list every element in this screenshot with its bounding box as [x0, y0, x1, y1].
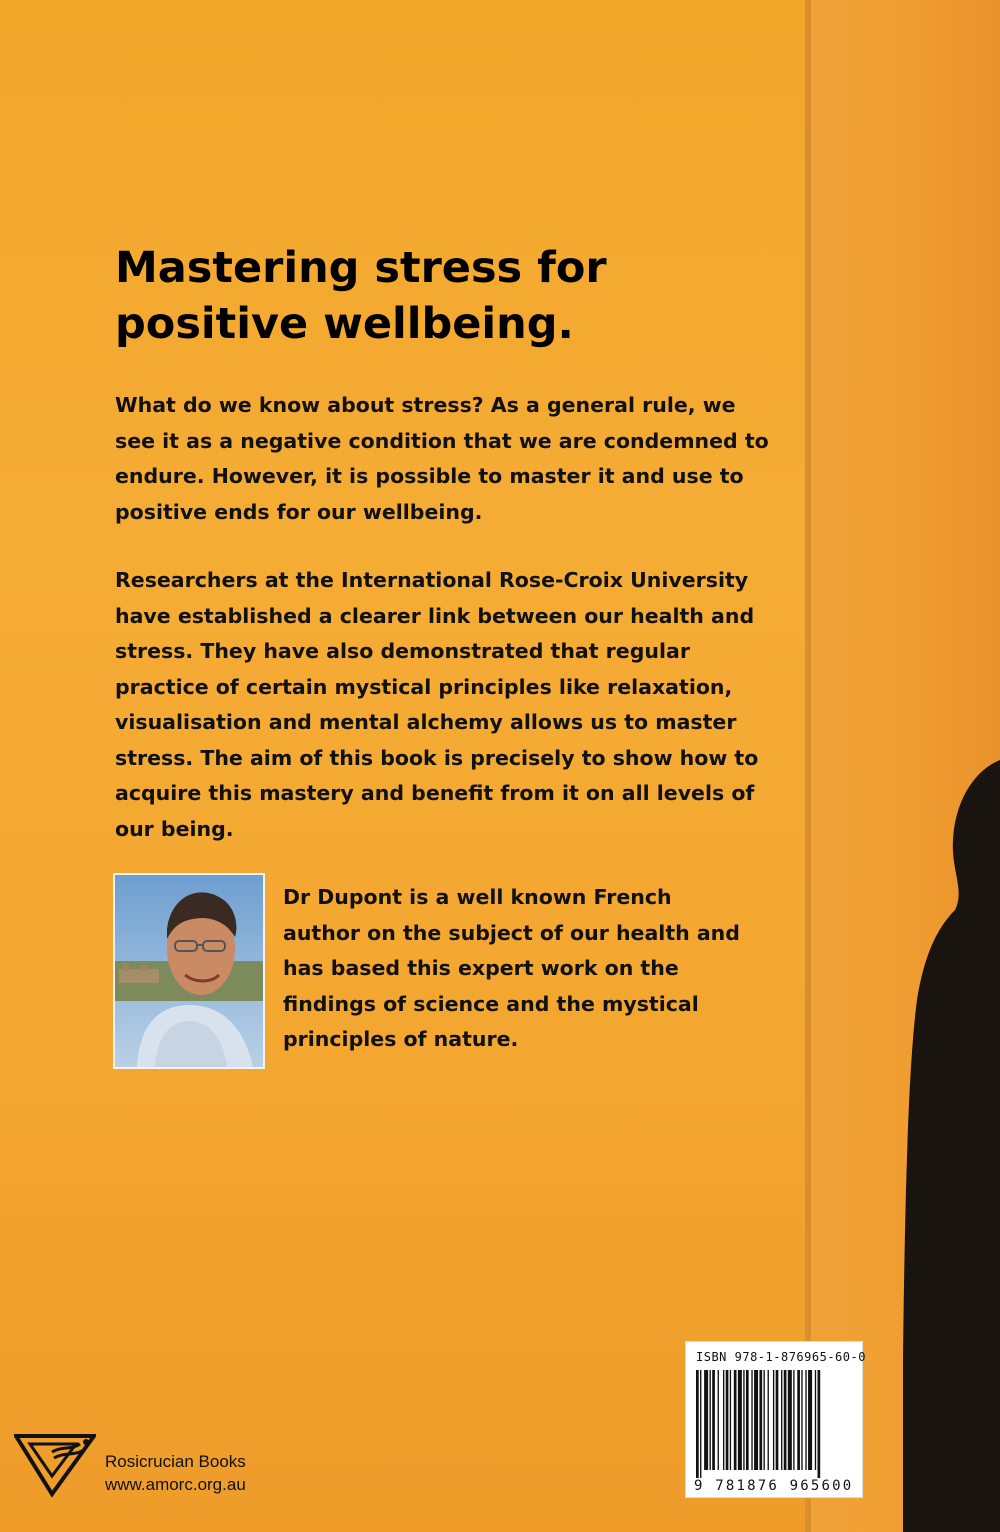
barcode-bar [710, 1370, 711, 1470]
barcode-bar [726, 1370, 729, 1470]
barcode-bar [730, 1370, 731, 1470]
barcode-bar [759, 1370, 762, 1470]
barcode-bar [808, 1370, 812, 1470]
barcode-bar [776, 1370, 779, 1470]
barcode-bar [805, 1370, 806, 1470]
author-photo [113, 873, 265, 1069]
barcode-bar [768, 1370, 769, 1470]
isbn-barcode [685, 1341, 866, 1498]
barcode-bar [773, 1370, 774, 1470]
barcode-bar [751, 1370, 752, 1470]
barcode-bar [738, 1370, 742, 1470]
barcode-bar [764, 1370, 765, 1470]
author-bio: Dr Dupont is a well known French author on the subject of our health and has based this expert work on the findings of science and the mystical principles of nature. [283, 885, 740, 1051]
barcode-bar [788, 1370, 792, 1470]
headline-line-2: positive wellbeing. [115, 299, 574, 349]
barcode-bar [784, 1370, 787, 1470]
barcode-bar [781, 1370, 782, 1470]
barcode-bar [696, 1370, 699, 1478]
barcode-bar [723, 1370, 724, 1470]
barcode-bar [815, 1370, 816, 1470]
isbn-label: ISBN 978-1-876965-60-0 [696, 1350, 866, 1364]
barcode-bar [700, 1370, 701, 1478]
rosicrucian-logo-icon [14, 1428, 96, 1498]
barcode-bar [801, 1370, 802, 1470]
barcode-bar [718, 1370, 719, 1470]
barcode-bar [754, 1370, 758, 1470]
barcode-bars [692, 1370, 858, 1478]
barcode-bar [704, 1370, 708, 1470]
barcode-bar [743, 1370, 744, 1470]
headline [115, 240, 735, 352]
publisher-name: Rosicrucian Books [105, 1452, 246, 1471]
barcode-bar [793, 1370, 794, 1470]
publisher-url: www.amorc.org.au [105, 1475, 246, 1494]
barcode-digits: 9 781876 965600 [694, 1478, 854, 1494]
barcode-bar [746, 1370, 749, 1470]
headline-line-1: Mastering stress for [115, 243, 607, 293]
barcode-bar [797, 1370, 800, 1470]
author-portrait-image [115, 875, 263, 1067]
barcode-bar [734, 1370, 737, 1470]
intro-paragraph: What do we know about stress? As a general rule, we see it as a negative condition that we are condemned to endure. However, it is possible to master it and use to positive ends for our wellbeing. [115, 393, 769, 524]
barcode-bar [712, 1370, 715, 1470]
barcode-bar [818, 1370, 821, 1478]
publisher-block [14, 1428, 314, 1498]
research-paragraph: Researchers at the International Rose-Croix University have established a clearer link between our health and stress. They have also demonstrated that regular practice of certain mystical principles like relaxation, visualisation and mental alchemy allows us to master stress. The aim of this book is precisely to show how to acquire this mastery and benefit from it on all levels of our being. [115, 568, 759, 841]
